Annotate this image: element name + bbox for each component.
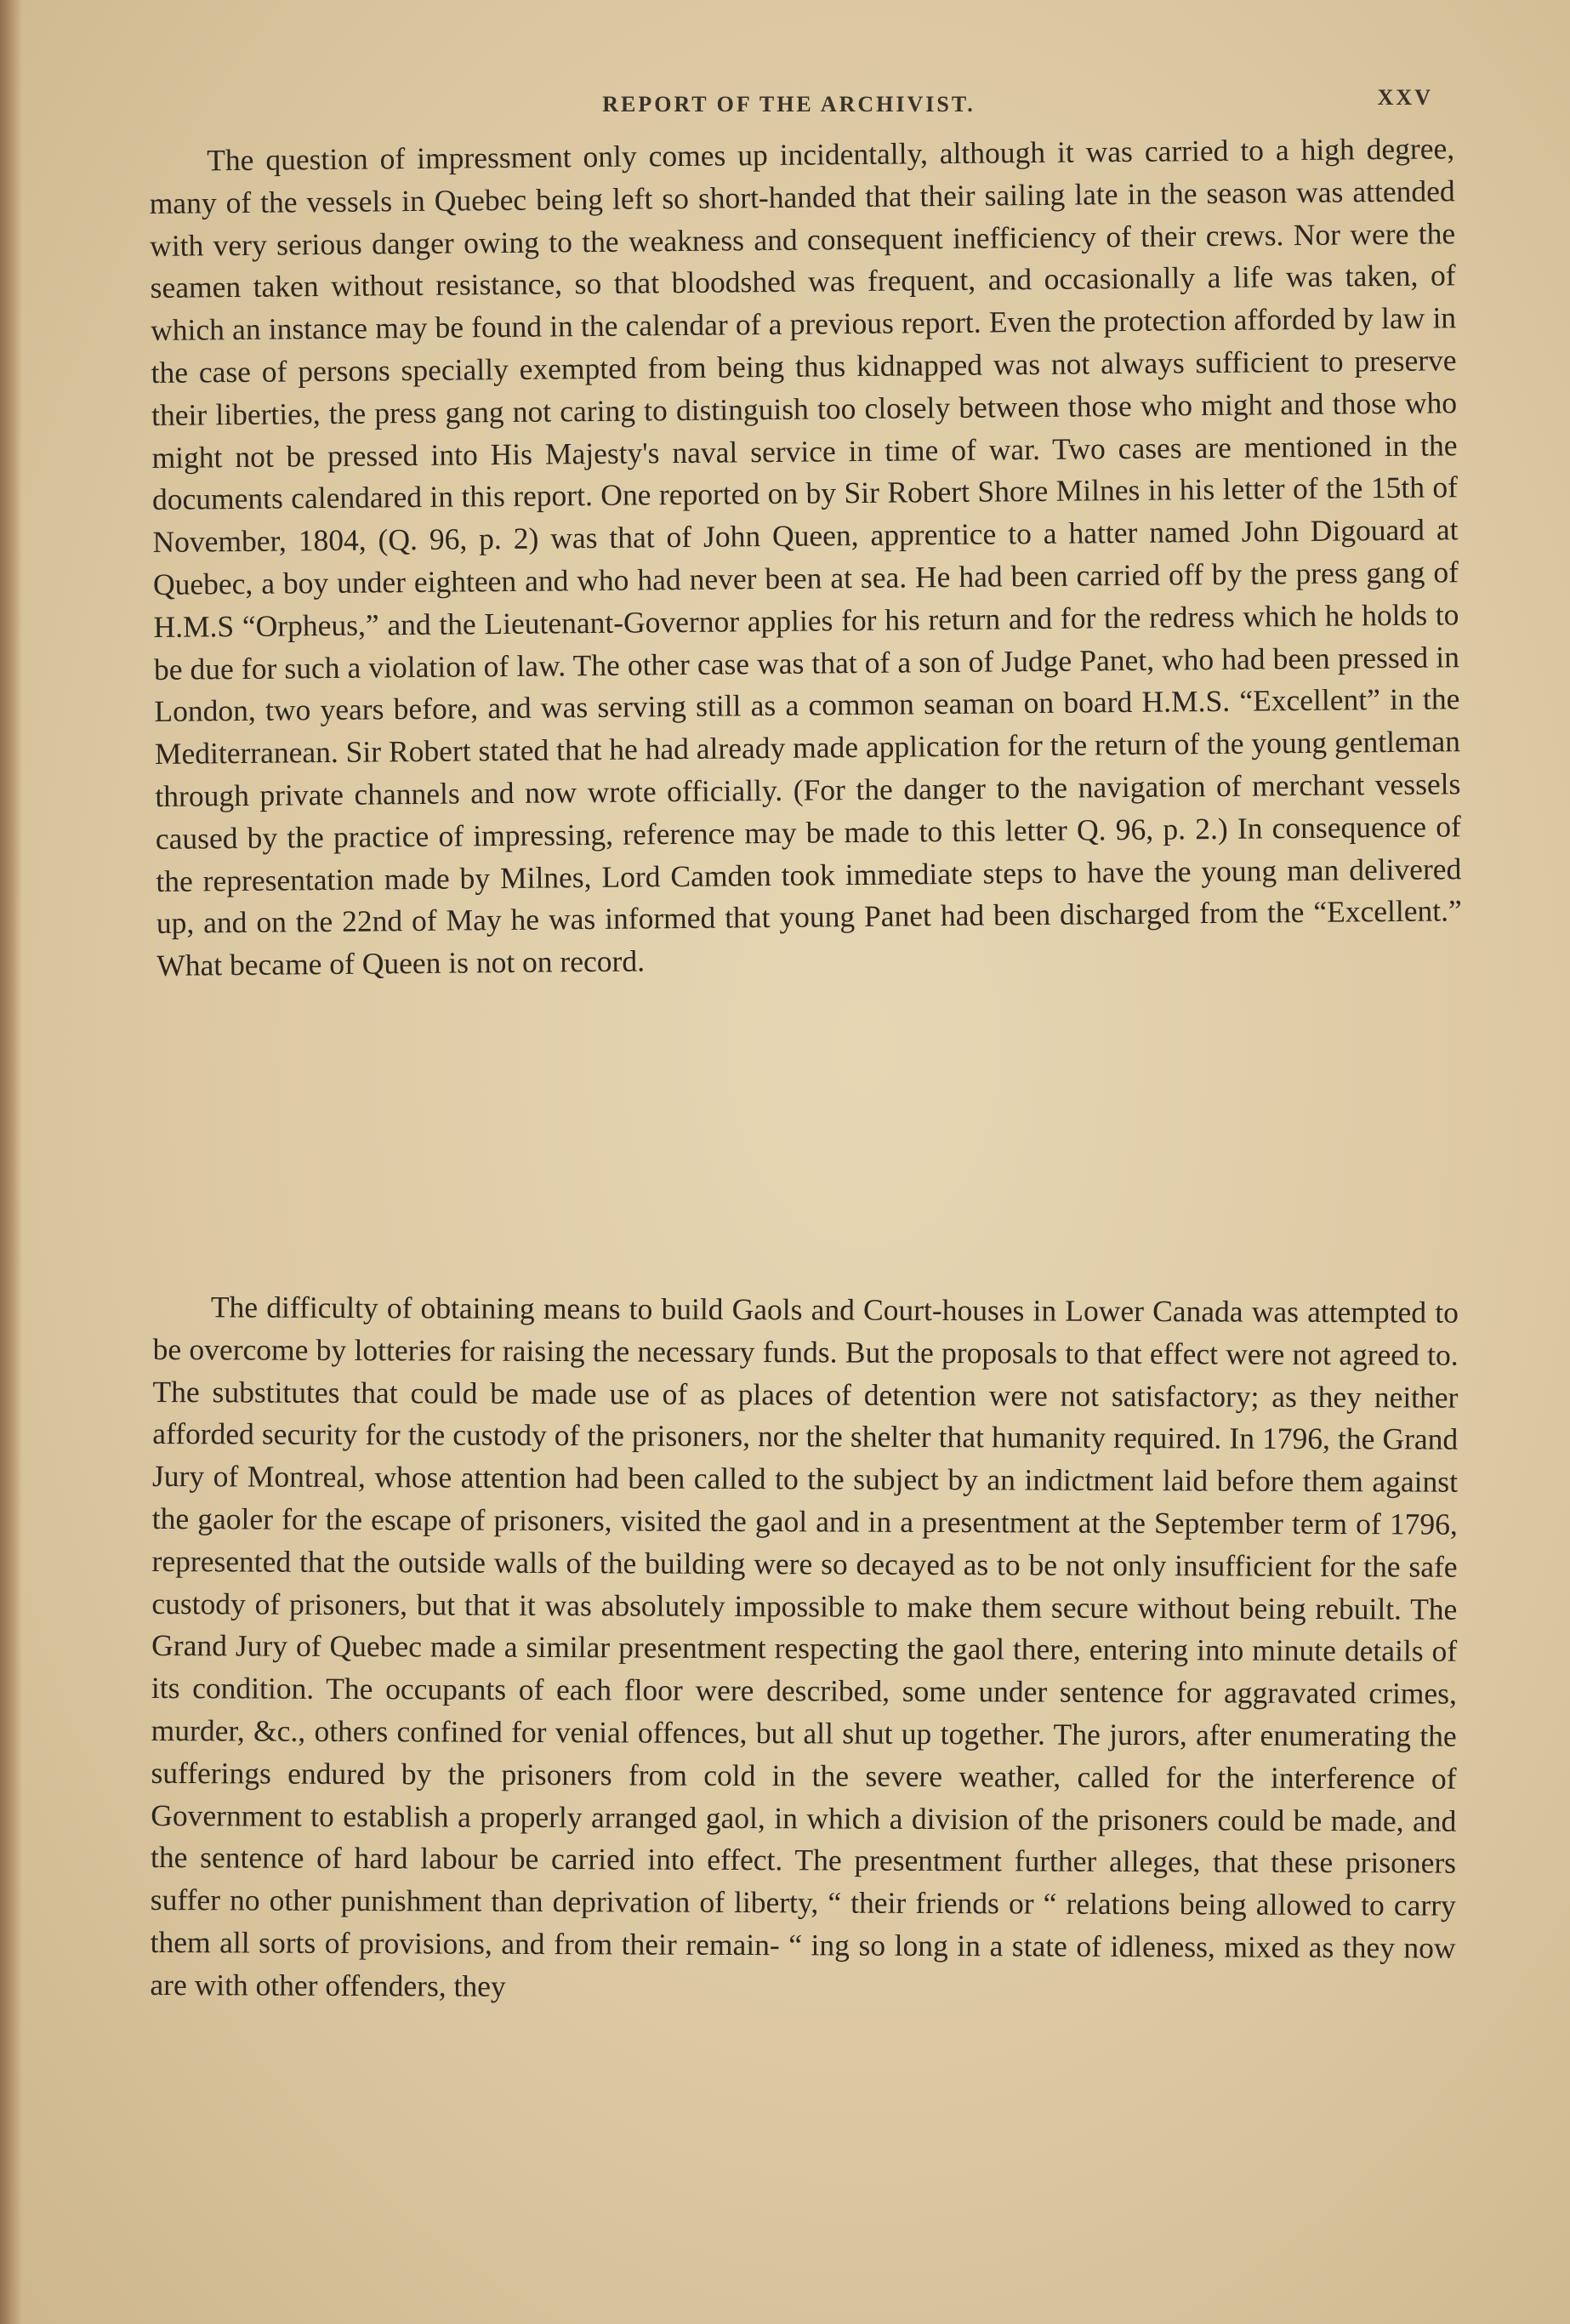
running-head-title: REPORT OF THE ARCHIVIST. xyxy=(602,92,976,117)
binding-edge-shadow xyxy=(0,0,22,2324)
running-head xyxy=(145,85,1433,128)
paragraph-impressment-text: The question of impressment only comes up incidentally, although it was carried to a high degree, many of the vessels in Quebec being left so short-handed that their sailing late in the season was attended with very serious danger owing to the weakness and consequent inefficiency of their crews. Nor were the seamen taken without resistance, so that bloodshed was frequent, and occasionally a life was taken, of which an instance may be found in the calendar of a previous report. Even the protection afforded by law in the case of persons specially exempted from being thus kidnapped was not always sufficient to preserve their liberties, the press gang not caring to distinguish too closely between those who might and those who might not be pressed into His Majesty's naval service in time of war. Two cases are mentioned in the documents calendared in this report. One reported on by Sir Robert Shore Milnes in his letter of the 15th of November, 1804, (Q. 96, p. 2) was that of John Queen, apprentice to a hatter named John Digouard at Quebec, a boy under eighteen and who had never been at sea. He had been carried off by the press gang of H.M.S “Orpheus,” and the Lieutenant-Governor applies for his return and for the redress which he holds to be due for such a violation of law. The other case was that of a son of Judge Panet, who had been pressed in London, two years before, and was serving still as a common seaman on board H.M.S. “Excellent” in the Mediterranean. Sir Robert stated that he had already made application for the return of the young gentleman through private channels and now wrote officially. (For the danger to the navigation of merchant vessels caused by the practice of impressing, reference may be made to this letter Q. 96, p. 2.) In consequence of the representation made by Milnes, Lord Camden took immediate steps to have the young man delivered up, and on the 22nd of May he was informed that young Panet had been discharged from the “Excellent.” What became of Queen is not on record. xyxy=(149,131,1462,983)
paragraph-impressment xyxy=(149,128,1462,988)
paragraph-gaols xyxy=(150,1286,1459,2012)
paragraph-gaols-text: The difficulty of obtaining means to build Gaols and Court-houses in Lower Canada was attempted to be overcome by lotteries for raising the necessary funds. But the proposals to that effect were not agreed to. The substitutes that could be made use of as places of detention were not satisfactory; as they neither afforded security for the custody of the prisoners, nor the shelter that humanity required. In 1796, the Grand Jury of Montreal, whose attention had been called to the subject by an indictment laid before them against the gaoler for the escape of prisoners, visited the gaol and in a presentment at the September term of 1796, represented that the outside walls of the building were so decayed as to be not only insufficient for the safe custody of prisoners, but that it was absolutely impossible to make them secure without being rebuilt. The Grand Jury of Quebec made a similar presentment respecting the gaol there, entering into minute details of its condition. The occupants of each floor were described, some under sentence for aggravated crimes, murder, &c., others confined for venial offences, but all shut up together. The jurors, after enumerating the sufferings endured by the prisoners from cold in the severe weather, called for the interference of Government to establish a properly arranged gaol, in which a division of the prisoners could be made, and the sentence of hard labour be carried into effect. The presentment further alleges, that these prisoners suffer no other punishment than deprivation of liberty, “ their friends or “ relations being allowed to carry them all sorts of provisions, and from their remain- “ ing so long in a state of idleness, mixed as they now are with other offenders, they xyxy=(150,1290,1459,2003)
page-number: XXV xyxy=(1377,85,1433,110)
